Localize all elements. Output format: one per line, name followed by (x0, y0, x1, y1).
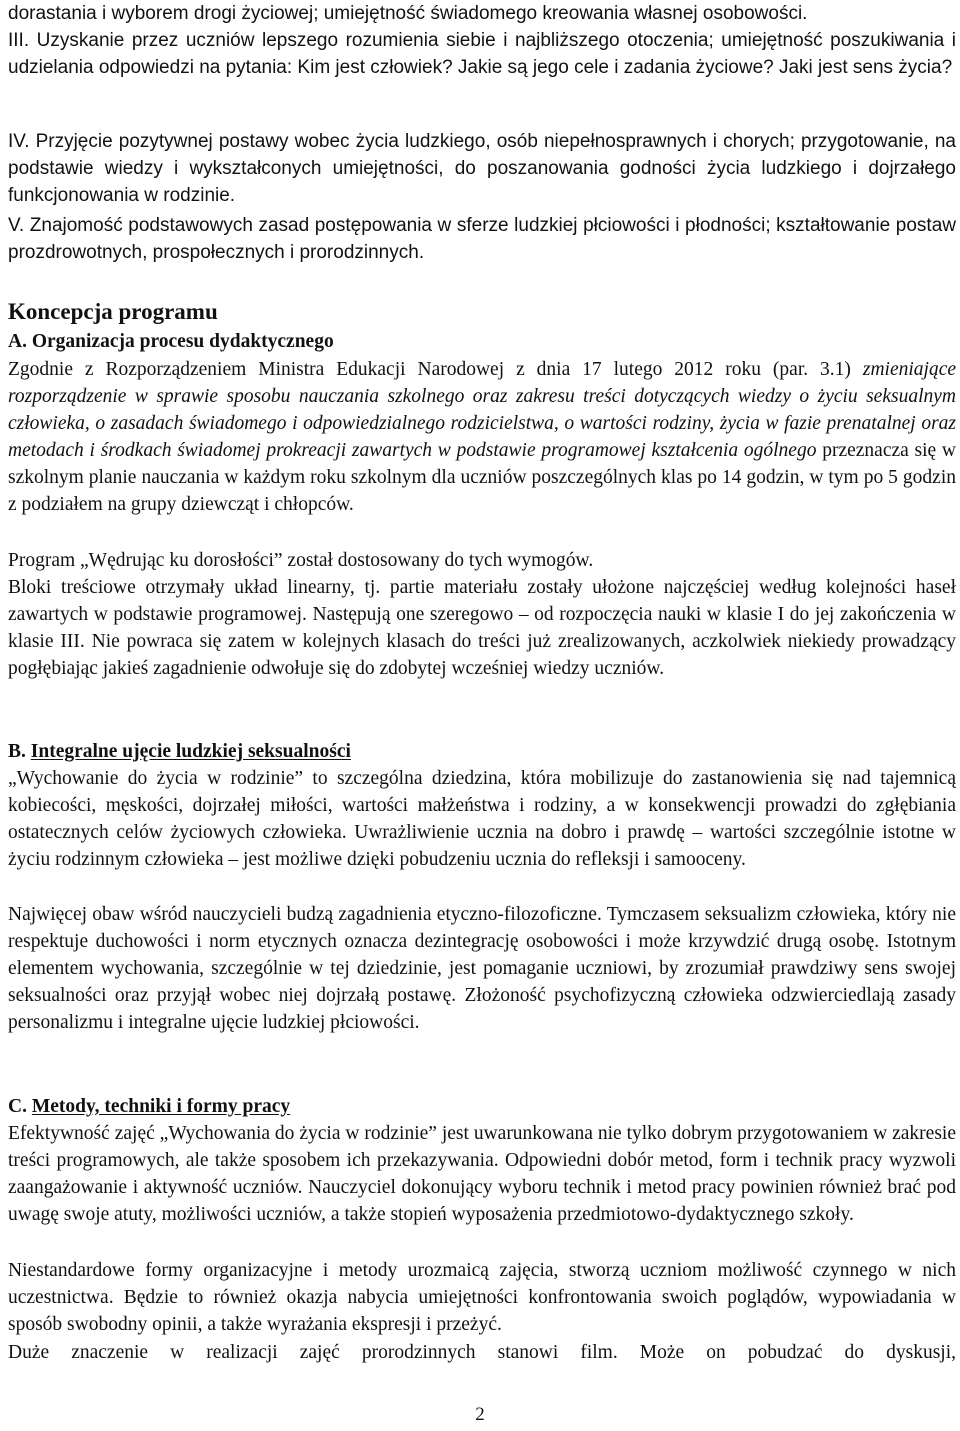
section-b-paragraph-2: Najwięcej obaw wśród nauczycieli budzą zagadnienia etyczno-filozoficzne. Tymczasem seksualizm człowieka, który nie respektuje duchowości i norm etycznych oznacza dezintegrację osobowości i może krzywdzić drugą osobę. Istotnym elementem wychowania, szczególnie w tej dziedzinie, jest pomaganie uczniowi, by zrozumiał prawdziwy sens swojej seksualności oraz przyjął wobec niej dojrzałą postawę. Złożoność psychofizyczną człowieka odzwierciedlają zasady personalizmu i integralne ujęcie ludzkiej płciowości. (8, 904, 956, 1033)
section-c-letter: C. (8, 1096, 27, 1117)
line-continuation: dorastania i wyborem drogi życiowej; umiejętność świadomego kreowania własnej osobowości. (8, 3, 808, 24)
section-b-title: Integralne ujęcie ludzkiej seksualności (30, 741, 351, 762)
goal-point-5: V. Znajomość podstawowych zasad postępowania w sferze ludzkiej płciowości i płodności; kształtowanie postaw prozdrowotnych, prospołecznych i prorodzinnych. (8, 215, 956, 263)
section-a-letter: A. (8, 331, 27, 352)
goal-point-3: III. Uzyskanie przez uczniów lepszego rozumienia siebie i najbliższego otoczenia; umiejętność poszukiwania i udzielania odpowiedzi na pytania: Kim jest człowiek? Jakie są jego cele i zadania życiowe? Jaki jest sens życia? (8, 30, 956, 78)
section-c-heading (8, 1093, 290, 1120)
goal-point-4: IV. Przyjęcie pozytywnej postawy wobec życia ludzkiego, osób niepełnosprawnych i chorych; przygotowanie, na podstawie wiedzy i wykształconych umiejętności, do poszanowania godności życia ludzkiego i dojrzałego funkcjonowania w rodzinie. (8, 131, 956, 206)
section-a-p1-italic: zmieniające rozporządzenie w sprawie sposobu nauczania szkolnego oraz zakresu treści dotyczących wiedzy o życiu seksualnym człowieka, o zasadach świadomego i odpowiedzialnego rodzicielstwa, o wartości rodziny, życia w fazie prenatalnej oraz metodach i środkach świadomej prokreacji zawartych w podstawie programowej kształcenia ogólnego (8, 359, 957, 461)
section-a-paragraph-2: Program „Wędrując ku dorosłości” został dostosowany do tych wymogów. (8, 550, 594, 571)
section-c-paragraph-1: Efektywność zajęć „Wychowania do życia w rodzinie” jest uwarunkowana nie tylko dobrym przygotowaniem w zakresie treści programowych, ale także sposobem ich przekazywania. Odpowiedni dobór metod, form i technik pracy wyzwoli zaangażowanie i aktywność uczniów. Nauczyciel dokonujący wyboru technik i metod pracy powinien również brać pod uwagę swoje atuty, możliwości uczniów, a także stopień wyposażenia przedmiotowo-dydaktycznego szkoły. (8, 1123, 956, 1225)
section-c-paragraph-3: Duże znaczenie w realizacji zajęć prorodzinnych stanowi film. Może on pobudzać do dyskusji, (8, 1342, 956, 1363)
section-b-letter: B. (8, 741, 26, 762)
section-a-paragraph-1 (8, 356, 956, 518)
section-a-p1-end: przeznacza się w szkolnym planie nauczania w każdym roku szkolnym dla uczniów poszczególnych klas po 14 godzin, w tym po 5 godzin z podziałem na grupy dziewcząt i chłopców. (8, 440, 957, 515)
section-c-title: Metody, techniki i formy pracy (31, 1096, 291, 1117)
section-title: Koncepcja programu (8, 299, 218, 324)
section-b-paragraph-1: „Wychowanie do życia w rodzinie” to szczególna dziedzina, która mobilizuje do zastanowienia się nad tajemnicą kobiecości, męskości, dojrzałej miłości, wartości małżeństwa i rodziny, a w konsekwencji prowadzi do zgłębiania ostatecznych celów życiowych człowieka. Uwrażliwienie ucznia na dobro i prawdę – wartości szczególnie istotne w życiu rodzinnym człowieka – jest możliwe dzięki pobudzeniu ucznia do refleksji i samooceny. (8, 768, 956, 870)
section-a-heading (8, 328, 334, 355)
section-a-paragraph-3: Bloki treściowe otrzymały układ linearny, tj. partie materiału zostały ułożone najczęściej według kolejności haseł zawartych w podstawie programowej. Następują one szeregowo – od rozpoczęcia nauki w klasie I do jej zakończenia w klasie III. Nie powraca się zatem w kolejnych klasach do treści już zrealizowanych, aczkolwiek niekiedy prowadzący pogłębiając jakieś zagadnienie odwołuje się do zdobytej wcześniej wiedzy uczniów. (8, 577, 956, 679)
section-c-paragraph-2: Niestandardowe formy organizacyjne i metody urozmaicą zajęcia, stworzą uczniom możliwość czynnego w nich uczestnictwa. Będzie to również okazja nabycia umiejętności konfrontowania swoich poglądów, wypowiadania w sposób swobodny opinii, a także wyrażania ekspresji i przeżyć. (8, 1260, 956, 1335)
section-a-p1-start: Zgodnie z Rozporządzeniem Ministra Edukacji Narodowej z dnia 17 lutego 2012 roku (par. 3.1) (8, 359, 851, 380)
section-a-title: Organizacja procesu dydaktycznego (31, 331, 334, 352)
section-b-heading (8, 738, 351, 765)
page-number: 2 (475, 1404, 485, 1425)
